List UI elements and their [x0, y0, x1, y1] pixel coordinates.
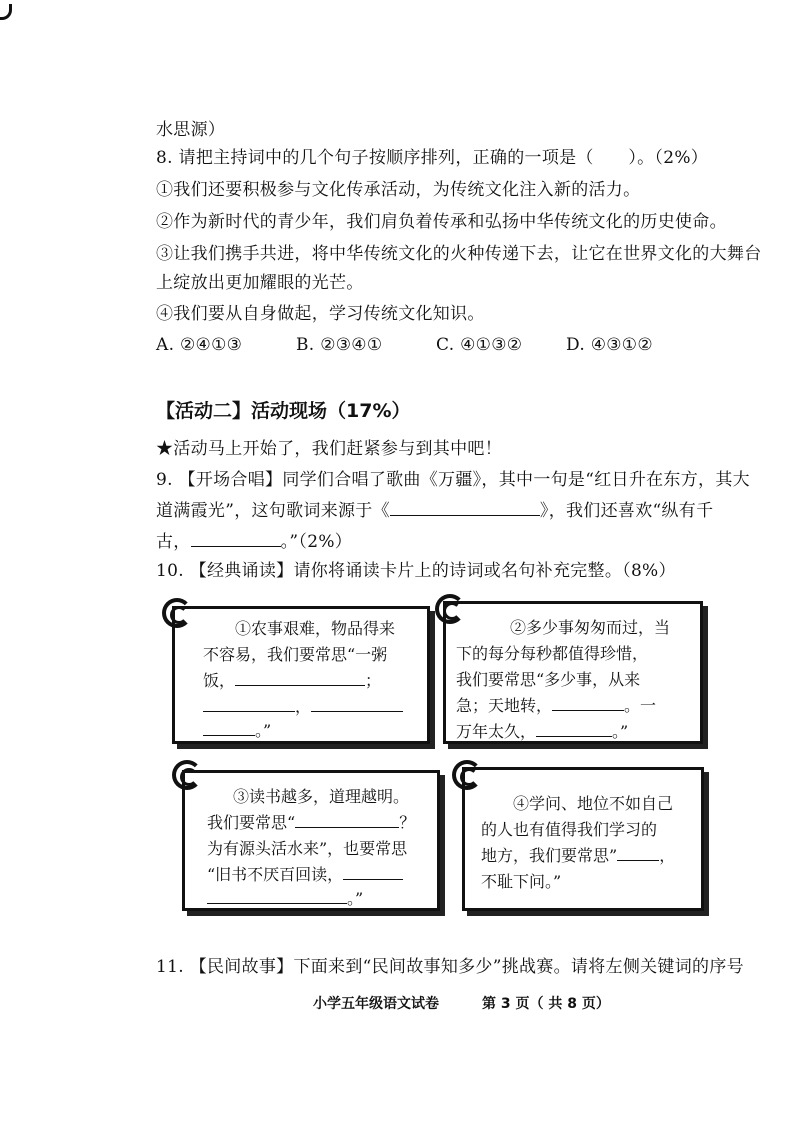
q8-option-a[interactable]: A. ②④①③ — [156, 335, 243, 355]
card-2-blank-2[interactable] — [536, 718, 612, 737]
card-4-blank-1[interactable] — [617, 842, 659, 861]
card-4-line-4: 不耻下问。” — [481, 872, 562, 891]
q8-sentence-1: ①我们还要积极参与文化传承活动，为传统文化注入新的活力。 — [156, 180, 641, 200]
card-1-line-3 — [203, 667, 381, 694]
card-3-line-5 — [207, 885, 363, 912]
q8-option-d[interactable]: D. ④③①② — [566, 335, 653, 355]
card-4-line-3 — [481, 842, 675, 869]
q7-tail-text: 水思源） — [156, 120, 226, 140]
q8-stem: 8. 请把主持词中的几个句子按顺序排列，正确的一项是（ ）。（2%） — [156, 148, 709, 168]
q9-line-3 — [156, 528, 352, 554]
q9-line-2-text-b: 》，我们还喜欢“纵有千 — [539, 501, 714, 521]
q9-line-2-text-a: 道满霞光”，这句歌词来源于《 — [156, 501, 390, 521]
card-2-line-3: 我们要常思“多少事，从来 — [456, 670, 641, 689]
card-1-line-2: 不容易，我们要常思“一粥 — [203, 645, 388, 664]
card-4-line-1: ④学问、地位不如自己 — [513, 794, 674, 813]
footer-exam-title: 小学五年级语文试卷 — [313, 996, 439, 1012]
q9-line-3-text-a: 古， — [156, 532, 191, 552]
card-1-blank-1[interactable] — [235, 667, 365, 686]
card-2-line-2: 下的每分每秒都值得珍惜， — [456, 644, 649, 663]
card-3-line-4-text: “旧书不厌百回读， — [207, 865, 344, 884]
card-1-line-5-end: 。” — [255, 721, 272, 740]
q9-line-3-text-b: 。”（2%） — [280, 532, 353, 552]
card-3-line-2-end: ？ — [399, 813, 416, 832]
q9-line-2 — [156, 497, 713, 523]
section-2-title: 【活动二】活动现场（17%） — [156, 400, 411, 422]
card-2-line-4 — [456, 692, 656, 719]
q8-option-c[interactable]: C. ④①③② — [436, 335, 523, 355]
card-2-line-1: ②多少事匆匆而过，当 — [510, 618, 671, 637]
card-1-line-4-sep: ， — [295, 697, 312, 716]
q9-song-source-blank[interactable] — [390, 497, 540, 516]
card-2-line-4-end: 。一 — [624, 696, 657, 715]
q8-sentence-2: ②作为新时代的青少年，我们肩负着传承和弘扬中华传统文化的历史使命。 — [156, 212, 727, 232]
card-1-blank-3[interactable] — [311, 693, 403, 712]
card-3-blank-2[interactable] — [343, 861, 403, 880]
card-4-line-3-text: 地方，我们要常思” — [481, 846, 618, 865]
q11-stem: 11. 【民间故事】下面来到“民间故事知多少”挑战赛。请将左侧关键词的序号 — [156, 957, 744, 977]
card-1-line-3-text: 饭， — [203, 671, 236, 690]
scan-corner-mark — [0, 4, 12, 20]
card-2-paperclip-inner-icon — [443, 602, 461, 620]
card-1-paperclip-inner-icon — [170, 606, 188, 624]
card-3-line-2 — [207, 809, 415, 836]
card-1-line-5 — [203, 717, 271, 744]
card-2-line-5 — [456, 718, 628, 745]
card-3-line-3: 为有源头活水来”，也要常思 — [207, 839, 408, 858]
card-1-line-4 — [203, 693, 403, 720]
recitation-card-4 — [462, 767, 704, 911]
card-1-line-1: ①农事艰难，物品得来 — [235, 619, 396, 638]
q9-lyric-blank[interactable] — [191, 528, 281, 547]
card-2-line-5-end: 。” — [612, 722, 629, 741]
card-3-blank-3[interactable] — [207, 885, 347, 904]
card-3-line-1: ③读书越多，道理越明。 — [233, 787, 410, 806]
q8-sentence-3-line-2: 上绽放出更加耀眼的光芒。 — [156, 273, 364, 293]
q9-line-1: 9. 【开场合唱】同学们合唱了歌曲《万疆》，其中一句是“红日升在东方，其大 — [156, 470, 750, 490]
card-1-blank-2[interactable] — [203, 693, 295, 712]
card-4-paperclip-inner-icon — [460, 768, 478, 786]
recitation-card-3 — [182, 770, 440, 911]
section-2-intro: ★活动马上开始了，我们赶紧参与到其中吧！ — [156, 439, 502, 459]
q8-sentence-4: ④我们要从自身做起，学习传统文化知识。 — [156, 304, 485, 324]
card-2-line-4-text: 急；天地转， — [456, 696, 553, 715]
card-1-blank-4[interactable] — [203, 717, 255, 736]
card-3-paperclip-inner-icon — [180, 768, 198, 786]
card-3-line-4 — [207, 861, 403, 888]
recitation-card-2 — [443, 601, 703, 744]
card-2-blank-1[interactable] — [552, 692, 624, 711]
card-4-line-2: 的人也有值得我们学习的 — [481, 820, 658, 839]
card-4-line-3-end: ， — [659, 846, 676, 865]
card-1-line-3-end: ； — [365, 671, 382, 690]
card-3-line-2-text: 我们要常思“ — [207, 813, 296, 832]
card-2-line-5-text: 万年太久， — [456, 722, 537, 741]
q10-stem: 10. 【经典诵读】请你将诵读卡片上的诗词或名句补充完整。（8%） — [156, 561, 676, 581]
footer-page-number: 第 3 页（ 共 8 页） — [482, 996, 610, 1012]
card-3-blank-1[interactable] — [295, 809, 399, 828]
card-3-line-5-end: 。” — [347, 889, 364, 908]
q8-option-b[interactable]: B. ②③④① — [296, 335, 383, 355]
q8-sentence-3-line-1: ③让我们携手共进，将中华传统文化的火种传递下去，让它在世界文化的大舞台 — [156, 244, 762, 264]
q8-options — [156, 333, 676, 357]
recitation-card-1 — [172, 606, 430, 744]
